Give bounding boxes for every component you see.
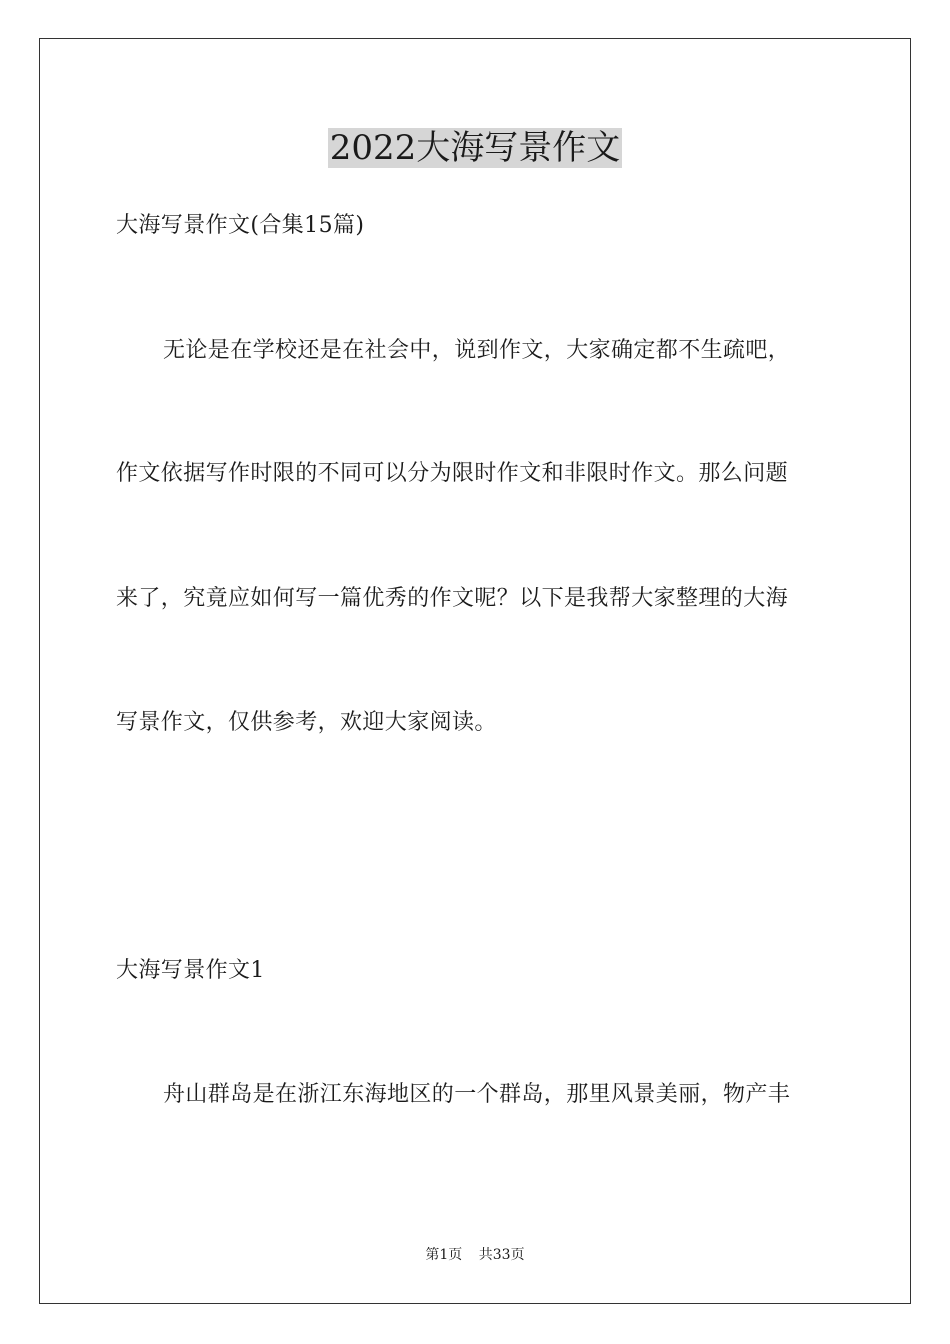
document-title-text: 2022大海写景作文 <box>329 128 621 168</box>
document-subtitle: 大海写景作文(合集15篇) <box>116 213 365 238</box>
section-line-1: 舟山群岛是在浙江东海地区的一个群岛，那里风景美丽，物产丰 <box>163 1082 791 1107</box>
intro-line-1: 无论是在学校还是在社会中，说到作文，大家确定都不生疏吧， <box>163 338 791 363</box>
intro-line-2: 作文依据写作时限的不同可以分为限时作文和非限时作文。那么问题 <box>116 461 789 486</box>
intro-line-3: 来了，究竟应如何写一篇优秀的作文呢？以下是我帮大家整理的大海 <box>116 586 789 611</box>
document-title <box>0 126 950 170</box>
page-total: 共33页 <box>478 1247 525 1263</box>
intro-line-4: 写景作文，仅供参考，欢迎大家阅读。 <box>116 710 497 735</box>
page-number: 第1页 <box>425 1247 463 1263</box>
page-footer <box>0 1246 950 1264</box>
section-heading: 大海写景作文1 <box>116 958 265 983</box>
